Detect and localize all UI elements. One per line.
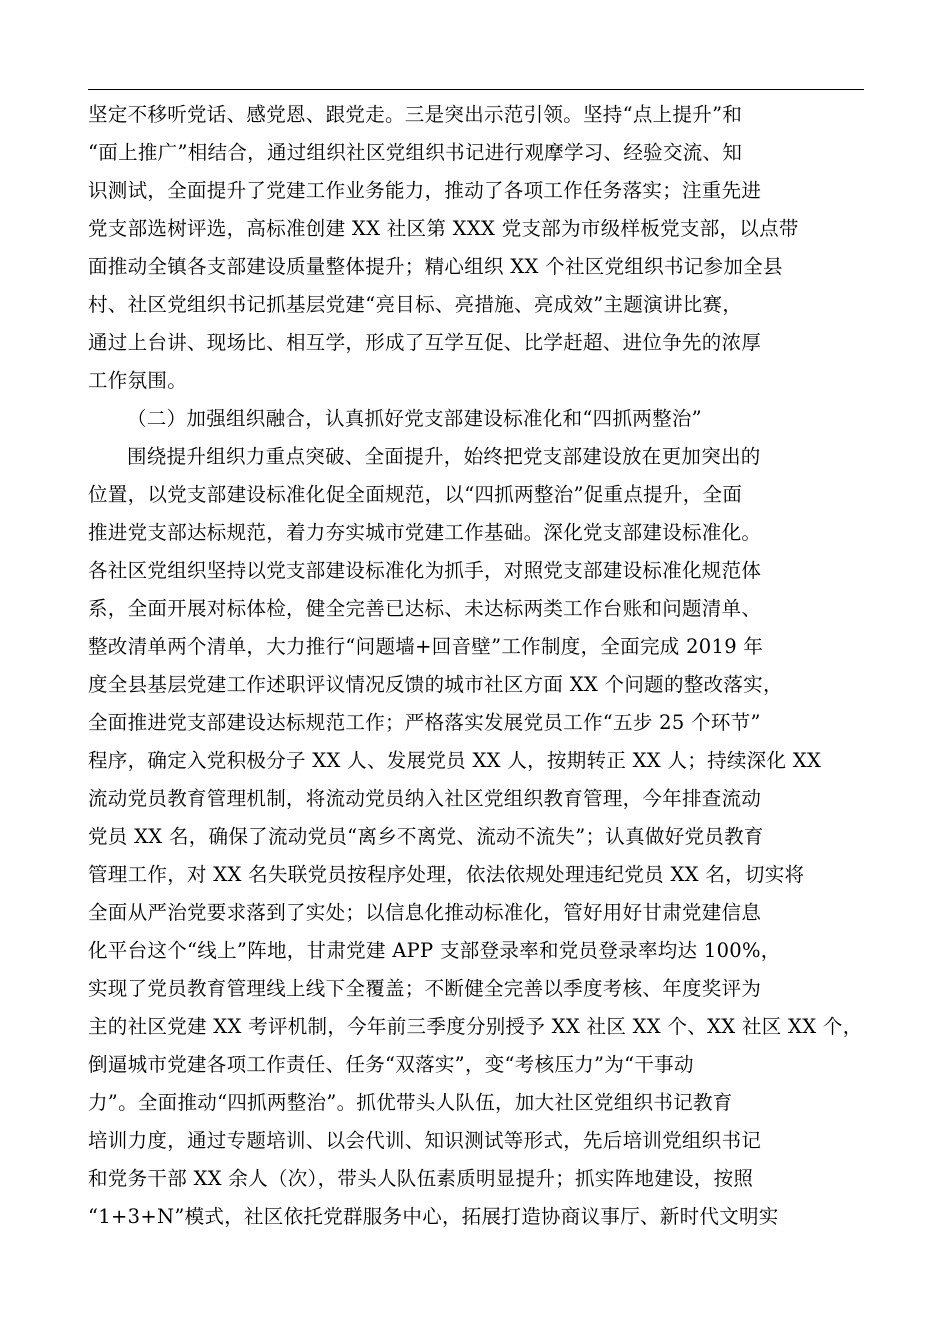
body-line: 化平台这个“线上”阵地，甘肃党建 APP 支部登录率和党员登录率均达 100%， [88, 939, 781, 962]
body-line: 倒逼城市党建各项工作责任、任务“双落实”，变“考核压力”为“干事动 [88, 1053, 694, 1076]
body-line: “1+3+N”模式，社区依托党群服务中心，拓展打造协商议事厅、新时代文明实 [88, 1205, 779, 1228]
body-line: 培训力度，通过专题培训、以会代训、知识测试等形式，先后培训党组织书记 [88, 1129, 762, 1152]
body-line: 坚定不移听党话、感党恩、跟党走。三是突出示范引领。坚持“点上提升”和 [88, 103, 743, 126]
body-line: 全面从严治党要求落到了实处；以信息化推动标准化，管好用好甘肃党建信息 [88, 901, 762, 924]
body-line: 系，全面开展对标体检，健全完善已达标、未达标两类工作台账和问题清单、 [88, 597, 762, 620]
body-line: 力”。全面推动“四抓两整治”。抓优带头人队伍，加大社区党组织书记教育 [88, 1091, 733, 1114]
paragraph-first-line: 围绕提升组织力重点突破、全面提升，始终把党支部建设放在更加突出的 [127, 445, 761, 468]
body-line: 和党务干部 XX 余人（次），带头人队伍素质明显提升；抓实阵地建设，按照 [88, 1167, 754, 1190]
body-line: 度全县基层党建工作述职评议情况反馈的城市社区方面 XX 个问题的整改落实， [88, 673, 783, 696]
body-line: 位置，以党支部建设标准化促全面规范，以“四抓两整治”促重点提升，全面 [88, 483, 743, 506]
body-line: 推进党支部达标规范，着力夯实城市党建工作基础。深化党支部建设标准化。 [88, 521, 762, 544]
body-line: 流动党员教育管理机制，将流动党员纳入社区党组织教育管理，今年排查流动 [88, 787, 762, 810]
body-line: 实现了党员教育管理线上线下全覆盖；不断健全完善以季度考核、年度奖评为 [88, 977, 762, 1000]
body-line: 识测试，全面提升了党建工作业务能力，推动了各项工作任务落实；注重先进 [88, 179, 762, 202]
body-line: 党员 XX 名，确保了流动党员“离乡不离党、流动不流失”；认真做好党员教育 [88, 825, 764, 848]
body-line: 整改清单两个清单，大力推行“问题墙+回音壁”工作制度，全面完成 2019 年 [88, 635, 764, 658]
body-line: 通过上台讲、现场比、相互学，形成了互学互促、比学赶超、进位争先的浓厚 [88, 331, 762, 354]
body-line: 主的社区党建 XX 考评机制，今年前三季度分别授予 XX 社区 XX 个、XX 社区 XX 个， [88, 1015, 863, 1038]
body-line: “面上推广”相结合，通过组织社区党组织书记进行观摩学习、经验交流、知 [88, 141, 743, 164]
header-rule [88, 89, 864, 90]
body-line: 党支部选树评选，高标准创建 XX 社区第 XXX 党支部为市级样板党支部，以点带 [88, 217, 799, 240]
body-line: 各社区党组织坚持以党支部建设标准化为抓手，对照党支部建设标准化规范体 [88, 559, 762, 582]
body-line: 村、社区党组织书记抓基层党建“亮目标、亮措施、亮成效”主题演讲比赛， [88, 293, 743, 316]
body-line: 面推动全镇各支部建设质量整体提升；精心组织 XX 个社区党组织书记参加全县 [88, 255, 783, 278]
body-line: 管理工作，对 XX 名失联党员按程序处理，依法依规处理违纪党员 XX 名，切实将 [88, 863, 805, 886]
body-line: 工作氛围。 [88, 369, 188, 392]
section-heading: （二）加强组织融合，认真抓好党支部建设标准化和“四抓两整治” [127, 407, 702, 430]
body-line: 全面推进党支部建设达标规范工作；严格落实发展党员工作“五步 25 个环节” [88, 711, 761, 734]
body-line: 程序，确定入党积极分子 XX 人、发展党员 XX 人，按期转正 XX 人；持续深化 XX [88, 749, 822, 772]
